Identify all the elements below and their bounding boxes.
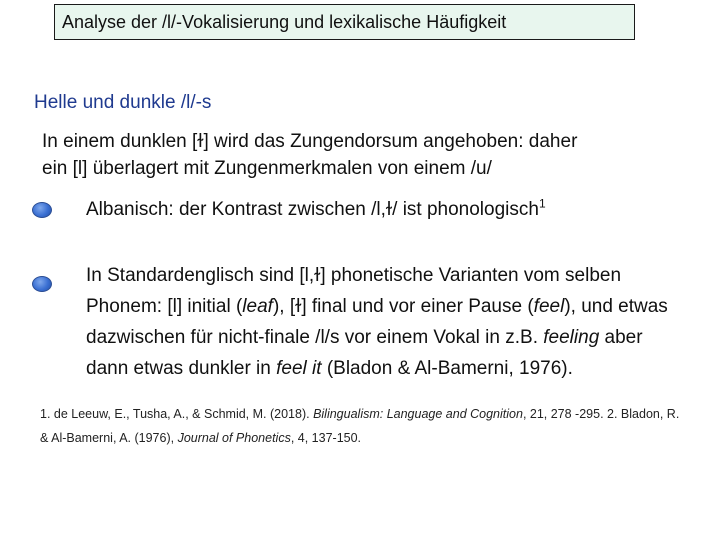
slide-title-box — [54, 4, 635, 40]
bullet-item-text: Albanisch: der Kontrast zwischen /l,ɫ/ ist phonologisch — [86, 199, 539, 220]
example-word: feel — [533, 296, 565, 317]
bullet-icon — [32, 276, 52, 292]
slide-title: Analyse der /l/-Vokalisierung und lexikalische Häufigkeit — [62, 12, 507, 32]
journal-title: Bilingualism: Language and Cognition — [313, 407, 523, 421]
intro-paragraph — [42, 128, 682, 182]
bullet-text-part: In Standardenglisch sind [l,ɫ] phonetische Varianten vom selben Phonem: [l] initial ( — [86, 265, 622, 317]
example-word: feel it — [276, 358, 322, 379]
intro-line-2: ein [l] überlagert mit Zungenmerkmalen von einem /u/ — [42, 158, 492, 179]
bullet-item-english — [86, 260, 686, 384]
footnote-text: 1. de Leeuw, E., Tusha, A., & Schmid, M. (2018). — [40, 407, 314, 421]
footnote-text: , 21, 278 -295. 2. Bladon, R. & Al-Bamerni, A. (1976), — [40, 407, 680, 445]
footnote-ref: 1 — [538, 196, 546, 211]
bullet-text-part: ), [ɫ] final und vor einer Pause ( — [272, 296, 534, 317]
intro-line-1: In einem dunklen [ɫ] wird das Zungendorsum angehoben: daher — [42, 131, 578, 152]
bullet-text-part: ), und etwas dazwischen für nicht-finale /l/s vor einem Vokal in z.B. — [86, 296, 668, 348]
example-word: leaf — [242, 296, 273, 317]
example-word: feeling — [543, 327, 600, 348]
bullet-item-albanian — [86, 194, 686, 225]
footnote — [40, 402, 690, 450]
journal-title: Journal of Phonetics — [177, 431, 291, 445]
bullet-text-part: aber dann etwas dunkler in — [86, 327, 643, 379]
bullet-text-part: (Bladon & Al-Bamerni, 1976). — [321, 358, 573, 379]
footnote-text: , 4, 137-150. — [290, 431, 362, 445]
bullet-icon — [32, 202, 52, 218]
section-heading: Helle und dunkle /l/-s — [34, 92, 212, 113]
